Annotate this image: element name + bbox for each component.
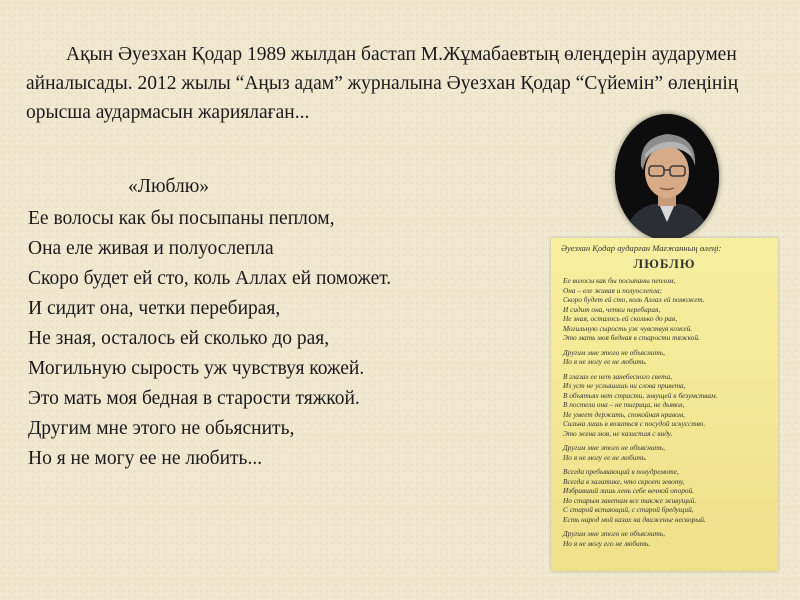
clipping-line: И сидит она, четки перебирая, xyxy=(563,304,661,314)
poem-line: Она еле живая и полуослепла xyxy=(28,238,274,259)
poem-title: «Люблю» xyxy=(128,176,210,197)
clipping-line: Всегда пребывающий в полудремоте, xyxy=(563,467,679,476)
clipping-line: В объятьях нет страсти, зовущей к безумствам. xyxy=(563,390,718,400)
clipping-line: Не зная, осталось ей сколько до рая, xyxy=(563,314,678,323)
clipping-line: Она – еле живая и полуослепла; xyxy=(563,285,663,295)
poem xyxy=(28,172,548,474)
clipping-line: Это мать моя бедная в старости тяжкой. xyxy=(563,333,700,342)
intro-text: Ақын Әуезхан Қодар 1989 жылдан бастап М.Жұмабаевтың өлеңдерін аударумен айналысады. 2012 жылы “Аңыз адам” журналына Әуезхан Қодар “Сүйемін” өлеңінің орысша аудармасын жариялаған... xyxy=(26,44,739,123)
clipping-line: Но я не могу его не любить. xyxy=(563,538,651,548)
poem-line: Это мать моя бедная в старости тяжкой. xyxy=(28,388,360,409)
clipping-line: Другим мне этого не объяснить, xyxy=(563,443,665,452)
poem-line: Могильную сырость уж чувствуя кожей. xyxy=(28,358,365,379)
clipping-line: Не умеет держать, спокойная нравом, xyxy=(563,409,685,419)
clipping-line: В постели она – не тигрица, не дьявол, xyxy=(563,400,685,409)
clipping-line: Ее волосы как бы посыпаны пеплом, xyxy=(563,276,676,285)
portrait-image xyxy=(615,114,719,240)
clipping-line: В глазах ее нет занебесного света, xyxy=(563,371,672,381)
poem-line: Скоро будет ей сто, коль Аллах ей поможет. xyxy=(28,268,392,289)
clipping-line: С старой встающий, с старой бредущий, xyxy=(563,505,694,514)
clipping-body xyxy=(551,276,778,548)
clipping-line: Скоро будет ей сто, коль Аллах ей поможет. xyxy=(563,295,705,304)
clipping-line: Но я не могу ее не любить. xyxy=(563,452,647,462)
clipping-line: Из уст не услышишь ни слова привета, xyxy=(563,381,686,390)
clipping-line: Но старым заветам все также живущий. xyxy=(563,495,697,505)
poem-line: Не зная, осталось ей сколько до рая, xyxy=(28,328,330,349)
clipping-title: ЛЮБЛЮ xyxy=(633,256,696,271)
clipping-line: Это жена моя, не казистая с виду. xyxy=(563,428,673,438)
poem-line: Ее волосы как бы посыпаны пеплом, xyxy=(28,208,335,229)
clipping-line: Сильна лишь в возиться с посудой искусство. xyxy=(563,419,706,428)
clipping-line: Есть народ мой казах на движенье нескорый. xyxy=(563,514,706,524)
clipping-header: Әуезхан Қодар аударған Мағжанның өлеңі: xyxy=(561,243,722,253)
newspaper-clipping xyxy=(551,238,778,571)
clipping-line: Но я не могу ее не любить. xyxy=(563,357,647,366)
poem-line: Но я не могу ее не любить... xyxy=(28,448,263,469)
poem-line: Другим мне этого не обьяснить, xyxy=(28,418,295,439)
clipping-line: Другим мне этого не объяснить, xyxy=(563,347,665,357)
poem-line: И сидит она, четки перебирая, xyxy=(28,298,281,319)
clipping-line: Могильную сырость уж чувствуя кожей. xyxy=(563,323,693,333)
author-portrait xyxy=(615,114,719,240)
clipping-line: Всегда в халатике, что скроет зевоту, xyxy=(563,476,685,486)
clipping-line: Избравший лишь лень себе вечной опорой. xyxy=(563,486,694,495)
clipping-line: Другим мне этого не объяснить, xyxy=(563,529,665,538)
